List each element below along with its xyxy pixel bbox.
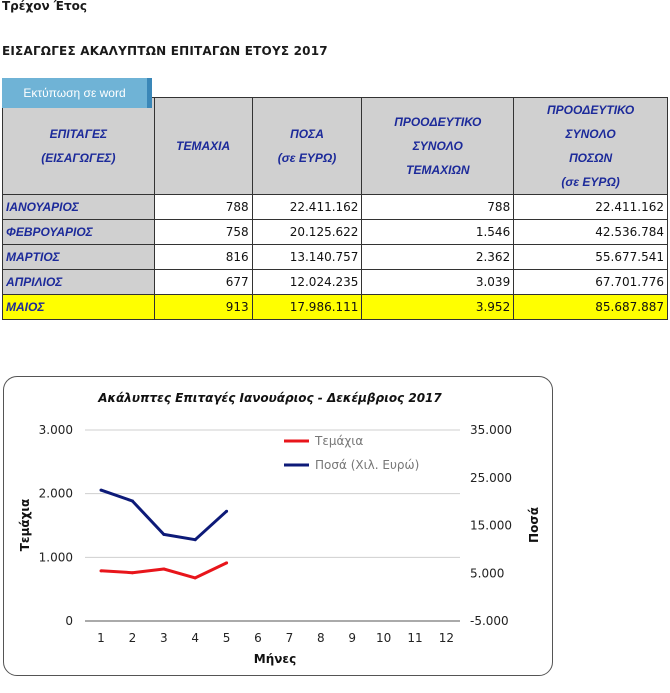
x-tick-label: 10 [375, 631, 392, 645]
table-row-highlighted [3, 295, 668, 320]
y-right-tick-label: 25.000 [470, 470, 512, 485]
data-point [225, 561, 228, 564]
x-tick-label: 9 [348, 631, 357, 645]
y-left-tick-label: 3.000 [38, 423, 73, 437]
y-right-tick-label: 5.000 [470, 566, 505, 581]
header-count [154, 98, 252, 195]
header-month-line1: ΕΠΙΤΑΓΕΣ [49, 127, 108, 141]
cell-amount: 13.140.757 [252, 245, 362, 270]
cell-cum-amount: 55.677.541 [514, 245, 668, 270]
table-row [3, 220, 668, 245]
cell-count: 758 [154, 220, 252, 245]
cell-cum-count: 1.546 [362, 220, 514, 245]
cell-cum-amount: 67.701.776 [514, 270, 668, 295]
cell-cum-count: 3.952 [362, 295, 514, 320]
table-row [3, 245, 668, 270]
cell-cum-count: 3.039 [362, 270, 514, 295]
y-left-tick-label: 1.000 [38, 550, 73, 565]
chart-svg [4, 377, 552, 675]
y-left-tick-label: 0 [65, 614, 73, 628]
legend-label-1: Τεμάχια [315, 434, 364, 448]
header-cum-amount-line2: ΣΥΝΟΛΟ [565, 127, 616, 141]
header-cum-count [362, 98, 514, 195]
table-header-row [3, 98, 668, 195]
report-title: ΕΙΣΑΓΩΓΕΣ ΑΚΑΛΥΠΤΩΝ ΕΠΙΤΑΓΩΝ ΕΤΟΥΣ 2017 [2, 44, 328, 58]
y-left-tick-label: 2.000 [38, 486, 73, 501]
cell-count: 788 [154, 195, 252, 220]
data-point [100, 489, 103, 492]
cell-count: 816 [154, 245, 252, 270]
data-point [162, 533, 165, 536]
y-right-tick-label: 15.000 [470, 518, 512, 533]
x-tick-label: 6 [254, 631, 262, 645]
header-month-line2: (ΕΙΣΑΓΩΓΕΣ) [41, 151, 116, 165]
y-left-axis-label: Τεμάχια [18, 498, 32, 552]
x-tick-label: 4 [191, 631, 200, 645]
header-cum-count-line1: ΠΡΟΟΔΕΥΤΙΚΟ [394, 115, 482, 129]
header-count-line1: ΤΕΜΑΧΙΑ [176, 139, 231, 153]
data-point [194, 576, 197, 579]
cell-cum-count: 2.362 [362, 245, 514, 270]
cell-cum-amount: 85.687.887 [514, 295, 668, 320]
cell-amount: 12.024.235 [252, 270, 362, 295]
cell-amount: 17.986.111 [252, 295, 362, 320]
legend-label-2: Ποσά (Χιλ. Ευρώ) [315, 458, 420, 472]
header-amount [252, 98, 362, 195]
data-point [194, 538, 197, 541]
data-point [131, 500, 134, 503]
x-tick-label: 2 [128, 631, 137, 645]
cell-month: ΜΑΙΟΣ [3, 295, 155, 320]
cell-cum-count: 788 [362, 195, 514, 220]
series-line-2 [101, 490, 227, 540]
x-tick-label: 7 [285, 631, 294, 645]
table-row [3, 195, 668, 220]
y-right-tick-label: -5.000 [470, 614, 509, 628]
cell-cum-amount: 22.411.162 [514, 195, 668, 220]
y-right-axis-label: Ποσά [527, 507, 541, 543]
data-point [225, 510, 228, 513]
x-tick-label: 11 [407, 631, 423, 645]
header-cum-amount-line3: ΠΟΣΩΝ [569, 151, 613, 165]
header-cum-count-line2: ΣΥΝΟΛΟ [412, 139, 463, 153]
x-tick-label: 3 [159, 631, 168, 645]
x-tick-label: 1 [97, 631, 105, 645]
cell-count: 677 [154, 270, 252, 295]
cell-month: ΙΑΝΟΥΑΡΙΟΣ [3, 195, 155, 220]
header-month [3, 98, 155, 195]
cell-month: ΑΠΡΙΛΙΟΣ [3, 270, 155, 295]
imports-table [2, 97, 668, 320]
x-tick-label: 5 [222, 631, 231, 645]
data-point [162, 568, 165, 571]
header-cum-count-line3: ΤΕΜΑΧΙΩΝ [406, 163, 470, 177]
cell-count: 913 [154, 295, 252, 320]
cell-cum-amount: 42.536.784 [514, 220, 668, 245]
cell-month: ΦΕΒΡΟΥΑΡΙΟΣ [3, 220, 155, 245]
chart-title: Ακάλυπτες Επιταγές Ιανουάριος - Δεκέμβριος 2017 [98, 391, 442, 405]
cell-month: ΜΑΡΤΙΟΣ [3, 245, 155, 270]
print-word-button[interactable]: Εκτύπωση σε word [2, 78, 152, 108]
header-cum-amount-line4: (σε ΕΥΡΩ) [561, 175, 620, 189]
table-row [3, 270, 668, 295]
header-amount-line2: (σε ΕΥΡΩ) [277, 151, 337, 165]
header-cum-amount [514, 98, 668, 195]
x-tick-label: 12 [438, 631, 455, 645]
x-tick-label: 8 [316, 631, 325, 645]
data-point [131, 571, 134, 574]
cell-amount: 22.411.162 [252, 195, 362, 220]
data-point [100, 569, 103, 572]
page-label: Τρέχον Έτος [2, 0, 87, 13]
header-amount-line1: ΠΟΣΑ [290, 127, 324, 141]
cell-amount: 20.125.622 [252, 220, 362, 245]
x-axis-label: Μήνες [253, 652, 297, 666]
header-cum-amount-line1: ΠΡΟΟΔΕΥΤΙΚΟ [547, 103, 635, 117]
y-right-tick-label: 35.000 [470, 423, 512, 437]
chart-container [3, 376, 553, 676]
